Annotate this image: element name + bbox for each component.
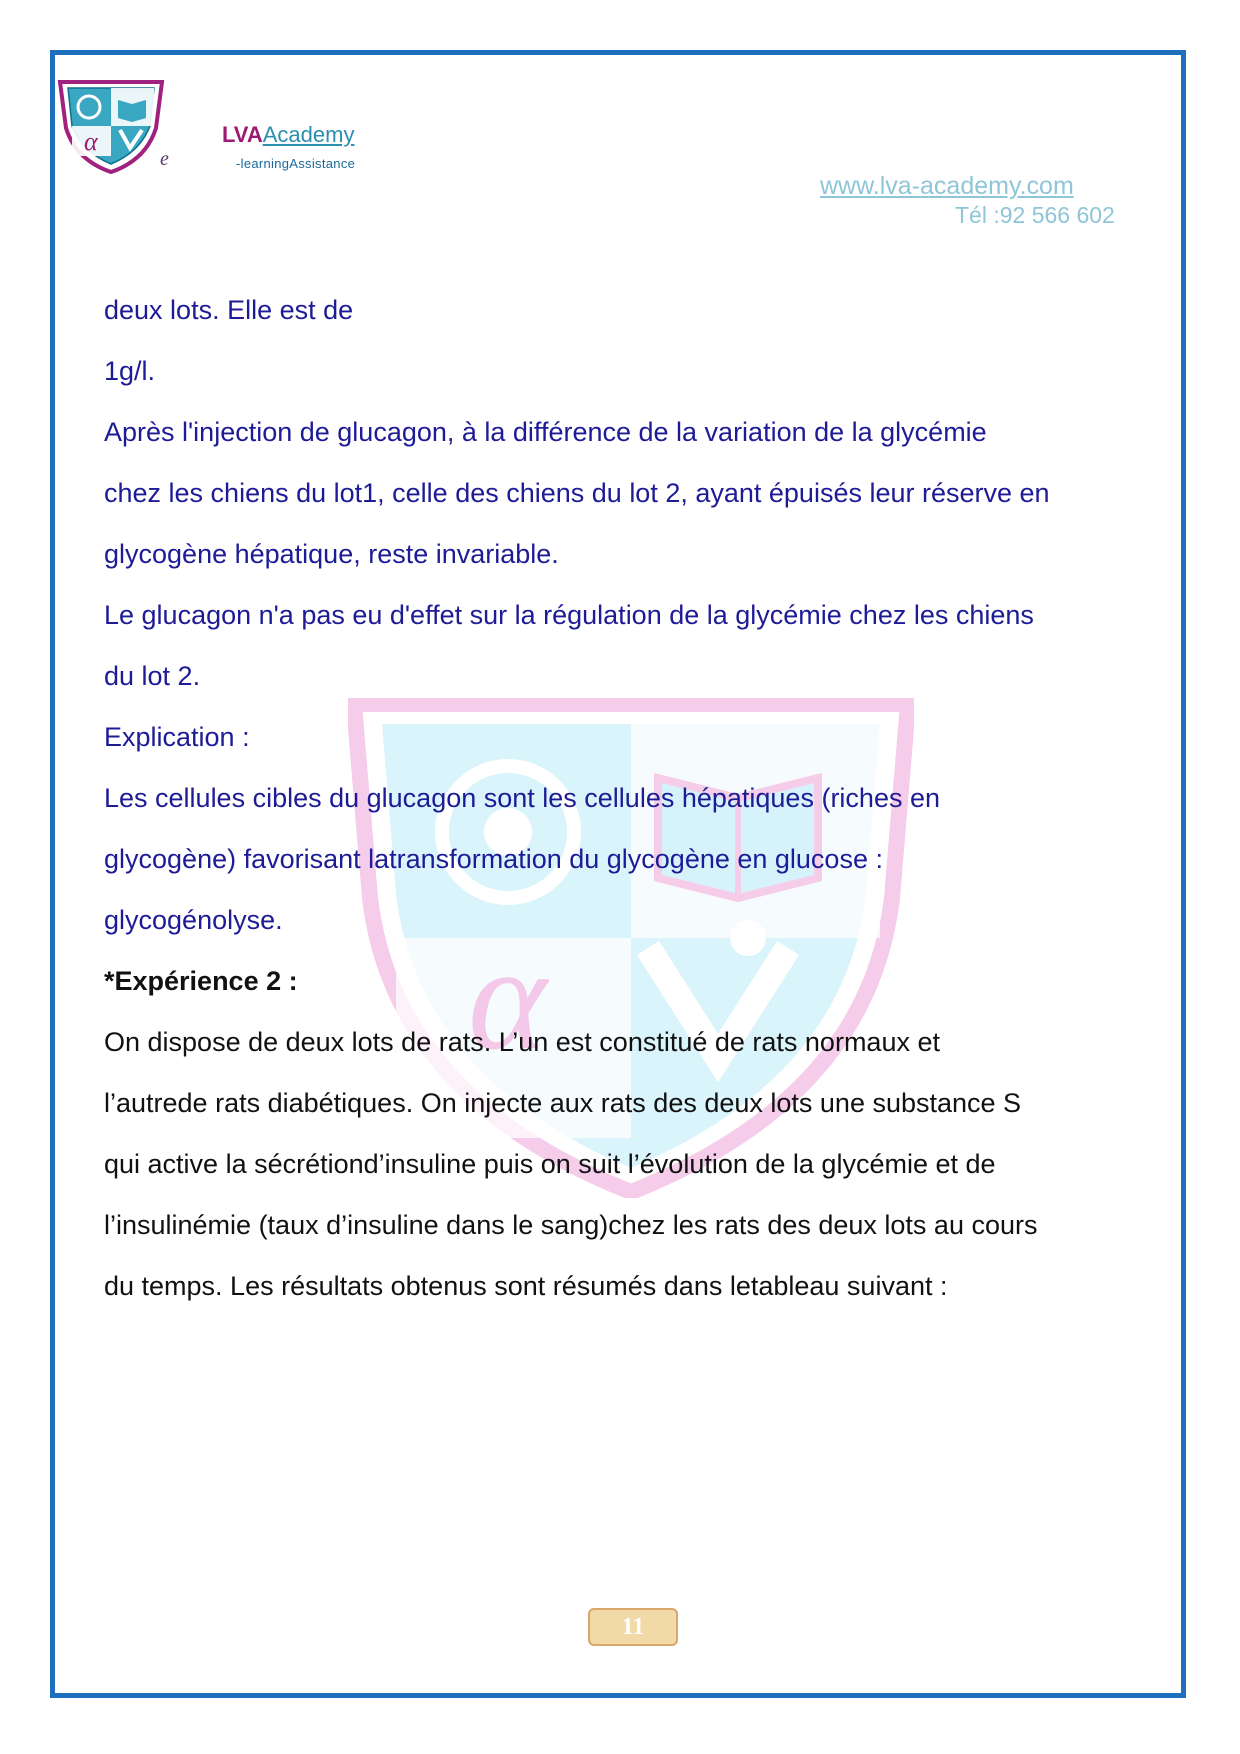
- brand-academy: Academy: [262, 122, 355, 147]
- text-line: Les cellules cibles du glucagon sont les cellules hépatiques (riches en: [104, 783, 940, 813]
- brand-tagline: -learningAssistance: [236, 156, 356, 171]
- text-line: Le glucagon n'a pas eu d'effet sur la régulation de la glycémie chez les chiens: [104, 600, 1034, 630]
- logo-e-mark: e: [160, 148, 169, 170]
- page-number-badge: 11: [588, 1608, 678, 1646]
- text-line: chez les chiens du lot1, celle des chiens du lot 2, ayant épuisés leur réserve en: [104, 478, 1050, 508]
- text-line: l’autrede rats diabétiques. On injecte aux rats des deux lots une substance S: [104, 1088, 1022, 1118]
- text-line: glycogène) favorisant latransformation du glycogène en glucose :: [104, 844, 883, 874]
- text-line: glycogénolyse.: [104, 905, 283, 935]
- text-line: du temps. Les résultats obtenus sont résumés dans letableau suivant :: [104, 1271, 948, 1301]
- lva-shield-logo: [56, 78, 166, 174]
- text-line: 1g/l.: [104, 356, 156, 386]
- website-link[interactable]: www.lva-academy.com: [820, 172, 1074, 200]
- text-line: l’insulinémie (taux d’insuline dans le sang)chez les rats des deux lots au cours: [104, 1210, 1038, 1240]
- brand-name: [222, 122, 354, 148]
- text-line: Après l'injection de glucagon, à la différence de la variation de la glycémie: [104, 417, 987, 447]
- experience-heading: *Expérience 2 :: [104, 966, 298, 996]
- explanation-heading: Explication :: [104, 722, 250, 752]
- text-line: On dispose de deux lots de rats. L’un est constitué de rats normaux et: [104, 1027, 940, 1057]
- text-line: qui active la sécrétiond’insuline puis on suit l’évolution de la glycémie et de: [104, 1149, 996, 1179]
- text-line: du lot 2.: [104, 661, 201, 691]
- brand-lva: LVA: [222, 122, 263, 147]
- text-line: deux lots. Elle est de: [104, 295, 354, 325]
- phone-number: Tél :92 566 602: [955, 202, 1115, 228]
- svg-text:α: α: [468, 915, 547, 1081]
- main-content: [104, 280, 1164, 1317]
- svg-text:α: α: [84, 127, 98, 156]
- text-line: glycogène hépatique, reste invariable.: [104, 539, 559, 569]
